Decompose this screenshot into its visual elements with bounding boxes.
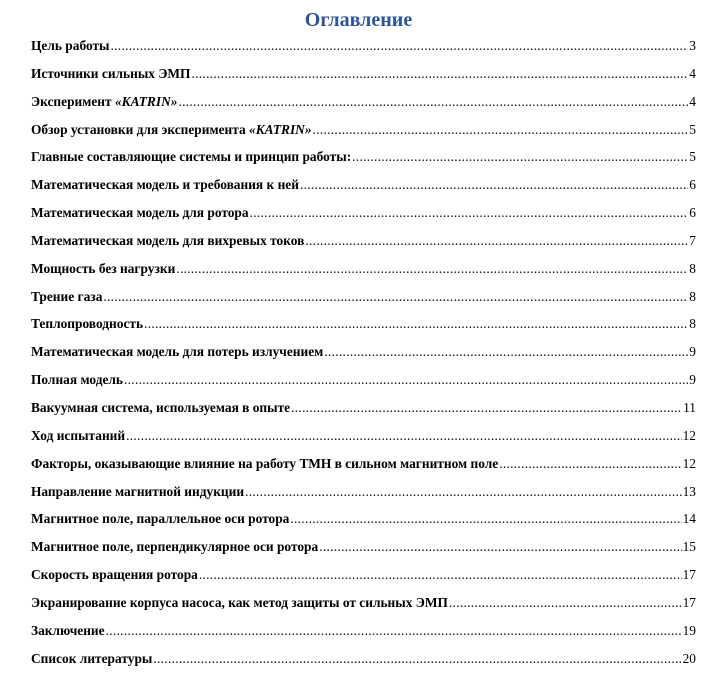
toc-entry-title[interactable] [31, 648, 152, 670]
toc-entry-title[interactable] [31, 202, 249, 224]
toc-entry-title[interactable] [31, 35, 110, 57]
toc-entry[interactable] [31, 481, 696, 509]
dot-leader [153, 648, 681, 670]
toc-page-number[interactable]: 19 [682, 622, 696, 638]
toc-entry-title-text: Источники сильных ЭМП [31, 65, 191, 81]
toc-entry-title-text: Заключение [31, 622, 105, 638]
toc-entry[interactable] [31, 564, 696, 592]
toc-entry[interactable] [31, 341, 696, 369]
toc-page-number[interactable]: 4 [689, 65, 696, 81]
dot-leader [245, 481, 682, 503]
toc-entry[interactable] [31, 230, 696, 258]
toc-page-number[interactable]: 12 [682, 427, 696, 443]
toc-entry-title[interactable] [31, 592, 448, 614]
toc-entry[interactable] [31, 648, 696, 676]
dot-leader [449, 592, 682, 614]
toc-entry-title[interactable] [31, 258, 175, 280]
toc-entry-title-text: Скорость вращения ротора [31, 567, 198, 583]
toc-entry[interactable] [31, 620, 696, 648]
toc-entry[interactable] [31, 174, 696, 202]
toc-entry-title-text: Трение газа [31, 288, 103, 304]
toc-entry-title-text: Магнитное поле, перпендикулярное оси ротора [31, 539, 319, 555]
dot-leader [176, 258, 688, 280]
toc-entry-title-text: Направление магнитной индукции [31, 483, 245, 499]
toc-page-number[interactable]: 20 [682, 650, 696, 666]
toc-entry[interactable] [31, 313, 696, 341]
dot-leader [324, 341, 688, 363]
toc-entry-title[interactable] [31, 119, 312, 141]
toc-page-number[interactable]: 13 [682, 483, 696, 499]
toc-entry[interactable] [31, 202, 696, 230]
toc-page-number[interactable]: 11 [683, 399, 696, 415]
dot-leader [111, 35, 689, 57]
dot-leader [199, 564, 682, 586]
toc-page-number[interactable]: 3 [689, 38, 696, 53]
toc-entry[interactable] [31, 146, 696, 174]
toc-entry[interactable] [31, 592, 696, 620]
toc-entry-title-text: Экранирование корпуса насоса, как метод защиты от сильных ЭМП [31, 594, 448, 610]
toc-entry-title-text: Полная модель [31, 372, 124, 388]
toc-entry[interactable] [31, 35, 696, 63]
toc-page-number[interactable]: 17 [682, 567, 696, 583]
toc-entry-title[interactable] [31, 397, 290, 419]
dot-leader [300, 174, 688, 196]
toc-entry[interactable] [31, 397, 696, 425]
toc-page-number[interactable]: 9 [689, 372, 696, 388]
toc-entry-title-text: Список литературы [31, 650, 153, 666]
toc-page-number[interactable]: 17 [682, 594, 696, 610]
toc-page-number[interactable]: 5 [689, 149, 696, 165]
toc-page-number[interactable]: 4 [689, 93, 696, 109]
dot-leader [103, 286, 688, 308]
toc-entry-title[interactable] [31, 425, 125, 447]
dot-leader [250, 202, 689, 224]
toc-entry-title[interactable] [31, 313, 143, 335]
toc-entry-title[interactable] [31, 453, 498, 475]
toc-page-number[interactable]: 9 [689, 344, 696, 360]
toc-page-number[interactable]: 15 [682, 539, 696, 555]
toc-entry-title-italic: «KATRIN» [249, 121, 312, 137]
toc-page-number[interactable]: 5 [689, 121, 696, 137]
dot-leader [124, 369, 688, 391]
dot-leader [144, 313, 688, 335]
dot-leader [305, 230, 688, 252]
toc-page-number[interactable]: 14 [682, 511, 696, 527]
dot-leader [126, 425, 682, 447]
toc-entry-title-text: Математическая модель для ротора [31, 205, 249, 221]
toc-entry-title-text: Факторы, оказывающие влияние на работу ТМН в сильном магнитном поле [31, 455, 499, 471]
toc-list [31, 35, 696, 675]
toc-entry-title[interactable] [31, 63, 190, 85]
toc-entry-title[interactable] [31, 536, 318, 558]
toc-entry-title-text: Математическая модель и требования к ней [31, 177, 299, 193]
toc-entry[interactable] [31, 425, 696, 453]
dot-leader [319, 536, 681, 558]
toc-page-number[interactable]: 8 [689, 288, 696, 304]
dot-leader [499, 453, 681, 475]
toc-entry-title[interactable] [31, 230, 304, 252]
toc-entry-title[interactable] [31, 286, 102, 308]
toc-entry[interactable] [31, 63, 696, 91]
toc-entry-title-text: Обзор установки для эксперимента [31, 121, 250, 137]
toc-entry-title-text: Цель работы [31, 38, 110, 53]
toc-entry-title[interactable] [31, 341, 323, 363]
toc-entry-title[interactable] [31, 508, 289, 530]
toc-entry[interactable] [31, 91, 696, 119]
toc-page-number[interactable]: 7 [689, 232, 696, 248]
toc-entry-title[interactable] [31, 91, 177, 113]
toc-entry[interactable] [31, 119, 696, 147]
toc-entry-title-text: Главные составляющие системы и принцип работы: [31, 149, 352, 165]
toc-page-number[interactable]: 8 [689, 316, 696, 332]
toc-entry[interactable] [31, 286, 696, 314]
toc-entry-title-text: Математическая модель для вихревых токов [31, 232, 305, 248]
toc-page-number[interactable]: 6 [689, 177, 696, 193]
dot-leader [313, 119, 689, 141]
dot-leader [290, 508, 681, 530]
toc-entry[interactable] [31, 369, 696, 397]
toc-entry-title[interactable] [31, 146, 351, 168]
toc-entry-title[interactable] [31, 481, 244, 503]
toc-entry[interactable] [31, 453, 696, 481]
toc-entry-title-text: Мощность без нагрузки [31, 260, 176, 276]
toc-title: Оглавление [304, 9, 413, 31]
toc-entry-title-text: Эксперимент [31, 93, 115, 109]
dot-leader [291, 397, 682, 419]
toc-entry-title-text: Теплопроводность [31, 316, 144, 332]
toc-entry[interactable] [31, 508, 696, 536]
toc-page-number[interactable]: 8 [689, 260, 696, 276]
toc-entry-title-text: Магнитное поле, параллельное оси ротора [31, 511, 290, 527]
toc-entry-title[interactable] [31, 174, 299, 196]
toc-entry-title[interactable] [31, 620, 105, 642]
toc-entry-title[interactable] [31, 564, 198, 586]
toc-entry-title-text: Вакуумная система, используемая в опыте [31, 399, 291, 415]
dot-leader [178, 91, 688, 113]
dot-leader [106, 620, 682, 642]
toc-entry-title-italic: «KATRIN» [114, 93, 178, 109]
toc-entry[interactable] [31, 258, 696, 286]
toc-entry[interactable] [31, 536, 696, 564]
toc-entry-title-text: Ход испытаний [31, 427, 126, 443]
toc-entry-title-text: Математическая модель для потерь излучением [31, 344, 324, 360]
dot-leader [352, 146, 688, 168]
dot-leader [191, 63, 688, 85]
toc-page-number[interactable]: 12 [682, 455, 696, 471]
toc-entry-title[interactable] [31, 369, 123, 391]
toc-page-number[interactable]: 6 [689, 205, 696, 221]
